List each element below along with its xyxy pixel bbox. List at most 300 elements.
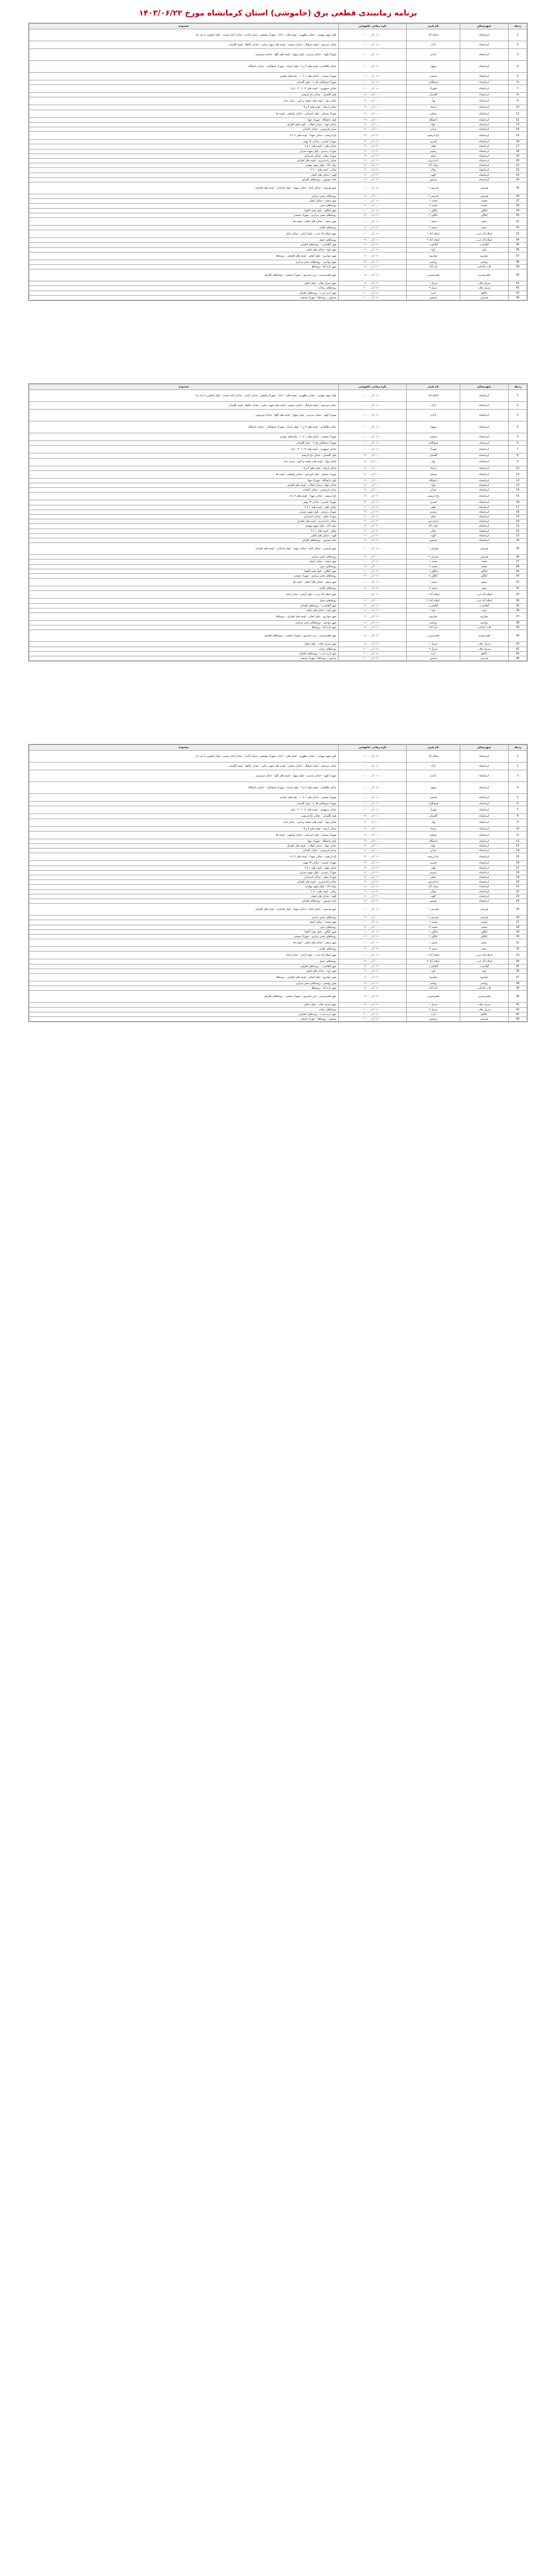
row-feeder: هرسین ۲ <box>407 916 460 920</box>
row-time: ۱۰:۰۰ الی ۱۲:۰۰ <box>338 916 407 920</box>
row-feeder: فرهنگیان <box>407 802 460 806</box>
row-area: نوکان - کوچه های ۱ تا ۶ <box>29 529 339 533</box>
row-area: روستاهای ریجاب <box>29 647 339 651</box>
schedule-table <box>29 744 527 1022</box>
row-area: شهر جوانرود - بلوار اصلی - کوچه های اطراف - روستاها <box>29 613 339 620</box>
table-row <box>29 849 527 853</box>
row-feeder: سنقر ۱ <box>407 218 460 226</box>
row-time: ۱۰:۰۰ الی ۱۲:۰۰ <box>338 844 407 849</box>
row-city: پاوه <box>460 608 508 613</box>
row-city: کرمانشاه <box>460 173 508 177</box>
row-index: 26 <box>509 555 527 560</box>
table-row <box>29 974 527 981</box>
row-time: ۰۸:۰۰ الی ۱۰:۰۰ <box>338 73 407 80</box>
row-city: دالاهو <box>460 651 508 656</box>
row-index: 13 <box>509 844 527 849</box>
row-area: بلوار شهید بهشتی - خیابان مطهری - کوچه های ۱ تا ۱۵ - شهرک ولیعصر - میدان آزادی - خیابان امام خمینی - بلوار کشاورز تا سه راه <box>29 751 339 762</box>
row-area: خیابان جمهوری - کوچه های ۱۲ تا ۲۰ - بازار <box>29 85 339 93</box>
row-feeder: صحنه ۲ <box>407 204 460 208</box>
row-index: 18 <box>509 510 527 514</box>
table-row <box>29 127 527 132</box>
row-feeder: تازه آباد <box>407 265 460 269</box>
row-city: کرمانشاه <box>460 899 508 904</box>
table-row <box>29 117 527 122</box>
row-area: خیابان ژاندارمری - کوچه های اطراف <box>29 159 339 163</box>
row-area: جاده بیستون - روستاهای اطراف <box>29 177 339 182</box>
row-feeder: روانسر <box>407 260 460 264</box>
row-feeder: بهار <box>407 458 460 466</box>
row-feeder: قصرشیرین <box>407 991 460 1003</box>
table-row <box>29 199 527 204</box>
row-feeder: اسلام آباد ۱ <box>407 591 460 599</box>
table-row <box>29 819 527 826</box>
row-index: 41 <box>509 642 527 647</box>
row-city: قصرشیرین <box>460 269 508 281</box>
row-index: 29 <box>509 929 527 934</box>
row-feeder: دانشگاه <box>407 478 460 483</box>
row-feeder: معلم <box>407 875 460 880</box>
row-city: کرمانشاه <box>460 441 508 446</box>
row-area: شهر سنقر - خیابان های اصلی - کوچه ها <box>29 939 339 947</box>
row-feeder: دولت آباد <box>407 885 460 889</box>
row-index: 6 <box>509 441 527 446</box>
row-index: 5 <box>509 794 527 802</box>
table-row <box>29 493 527 500</box>
row-time: ۱۸:۰۰ الی ۲۰:۰۰ <box>338 295 407 300</box>
table-row <box>29 218 527 226</box>
row-area: میدان فردوسی - خیابان کاشانی <box>29 127 339 132</box>
row-index: 42 <box>509 1007 527 1012</box>
row-area: شهرک مسکن - بلوار امیرکبیر - خیابان ولیعصر - کوچه ها <box>29 110 339 117</box>
row-area: خیابان طالقانی - کوچه های ۴ و ۶ - بلوار ارشاد - شهرک فرهنگیان - خیابان دانشگاه <box>29 782 339 794</box>
row-city: کنگاور <box>460 935 508 939</box>
row-city: صحنه <box>460 199 508 204</box>
row-area: بلوار گلستان - خیابان باغ ابریشم <box>29 814 339 819</box>
row-city: سنقر <box>460 218 508 226</box>
row-city: سنقر <box>460 586 508 591</box>
row-index: 32 <box>509 947 527 952</box>
table-row <box>29 269 527 281</box>
row-index: 3 <box>509 410 527 421</box>
table-row <box>29 880 527 885</box>
table-row <box>29 861 527 866</box>
table-row <box>29 853 527 861</box>
row-city: سرپل ذهاب <box>460 286 508 291</box>
row-area: شهر کرند غرب - روستاهای اطراف <box>29 291 339 295</box>
row-time: ۱۰:۰۰ الی ۱۲:۰۰ <box>338 488 407 493</box>
row-area: شهرک معلم - خیابان پاسداران <box>29 154 339 158</box>
row-city: کنگاور <box>460 569 508 573</box>
row-index: 34 <box>509 959 527 964</box>
row-city: کرمانشاه <box>460 127 508 132</box>
table-row <box>29 252 527 260</box>
row-city: کرمانشاه <box>460 762 508 770</box>
row-area: نوکان - کوچه های ۱ تا ۶ <box>29 168 339 173</box>
table-row <box>29 226 527 230</box>
table-row <box>29 204 527 208</box>
row-area: شهر اسلام آباد غرب - بلوار آزادی - خیابان امام <box>29 591 339 599</box>
table-row <box>29 599 527 603</box>
row-feeder: پارک <box>407 41 460 49</box>
schedule-table <box>29 384 527 661</box>
row-time: ۱۲:۰۰ الی ۱۴:۰۰ <box>338 964 407 969</box>
row-time: ۱۲:۰۰ الی ۱۴:۰۰ <box>338 159 407 163</box>
table-row <box>29 29 527 41</box>
row-time: ۱۲:۰۰ الی ۱۴:۰۰ <box>338 132 407 140</box>
table-row <box>29 981 527 986</box>
row-index: 2 <box>509 402 527 410</box>
row-area: شهرک معلم - خیابان پاسداران <box>29 514 339 519</box>
table-row <box>29 875 527 880</box>
table-row <box>29 458 527 466</box>
table-row <box>29 560 527 564</box>
row-index: 10 <box>509 466 527 470</box>
row-city: سرپل ذهاب <box>460 1007 508 1012</box>
row-area: شهر سرپل ذهاب - بلوار اصلی <box>29 1003 339 1007</box>
header-area: محدوده <box>29 384 339 390</box>
row-index: 27 <box>509 560 527 564</box>
row-index: 18 <box>509 149 527 154</box>
row-city: هرسین <box>460 904 508 916</box>
row-time: ۰۸:۰۰ الی ۱۰:۰۰ <box>338 390 407 402</box>
table-row <box>29 564 527 569</box>
row-feeder: باغ ابریشم <box>407 132 460 140</box>
row-city: کرمانشاه <box>460 875 508 880</box>
row-feeder: هرسین ۱ <box>407 904 460 916</box>
row-index: 13 <box>509 122 527 127</box>
row-area: خیابان جهاد - میدان انقلاب - کوچه های اطراف <box>29 122 339 127</box>
row-city: ثلاث باباجانی <box>460 625 508 630</box>
row-area: خیابان طالقانی - کوچه های ۴ و ۶ - بلوار ارشاد - شهرک فرهنگیان - خیابان دانشگاه <box>29 61 339 73</box>
row-index: 42 <box>509 286 527 291</box>
row-time: ۱۶:۰۰ الی ۱۸:۰۰ <box>338 269 407 281</box>
table-row <box>29 952 527 959</box>
row-city: کنگاور <box>460 573 508 578</box>
row-time: ۱۶:۰۰ الی ۱۸:۰۰ <box>338 625 407 630</box>
row-feeder: معلم <box>407 154 460 158</box>
row-area: شهر کرند غرب - روستاهای اطراف <box>29 1012 339 1016</box>
header-area: محدوده <box>29 24 339 29</box>
table-row <box>29 782 527 794</box>
table-row <box>29 524 527 529</box>
row-index: 31 <box>509 579 527 586</box>
row-city: گیلانغرب <box>460 603 508 608</box>
table-row <box>29 762 527 770</box>
row-index: 27 <box>509 920 527 925</box>
row-city: کرمانشاه <box>460 866 508 870</box>
row-feeder: فرهنگیان <box>407 441 460 446</box>
row-time: ۱۲:۰۰ الی ۱۴:۰۰ <box>338 861 407 866</box>
row-feeder: صحنه ۲ <box>407 925 460 929</box>
row-index: 43 <box>509 651 527 656</box>
row-index: 24 <box>509 899 527 904</box>
row-feeder: نوبهار <box>407 421 460 433</box>
row-area: خیابان بهار - کوچه های بنفشه و یاس - میدان مادر <box>29 458 339 466</box>
row-index: 21 <box>509 885 527 889</box>
row-feeder: کسری <box>407 500 460 505</box>
row-area: شهر قصرشیرین - مرز خسروی - شهرک صنعتی - روستاهای اطراف <box>29 630 339 642</box>
table-row <box>29 839 527 843</box>
row-time: ۱۴:۰۰ الی ۱۶:۰۰ <box>338 613 407 620</box>
row-feeder: ظفر <box>407 866 460 870</box>
row-index: 28 <box>509 564 527 569</box>
row-time: ۱۸:۰۰ الی ۲۰:۰۰ <box>338 1017 407 1022</box>
table-row <box>29 519 527 524</box>
row-feeder: مسکن <box>407 110 460 117</box>
row-area: شهر صحنه - خیابان اصلی <box>29 199 339 204</box>
header-city: شهرستان <box>460 384 508 390</box>
table-row <box>29 247 527 252</box>
row-city: قصرشیرین <box>460 630 508 642</box>
row-city: کرمانشاه <box>460 853 508 861</box>
row-time: ۱۸:۰۰ الی ۲۰:۰۰ <box>338 1007 407 1012</box>
row-index: 29 <box>509 208 527 213</box>
row-area: الهیه - خیابان های اصلی <box>29 533 339 538</box>
row-area: شهرک صنعتی - خیابان های ۱ تا ۱۰ - واحدهای تولیدی <box>29 794 339 802</box>
row-feeder: مسکن <box>407 831 460 839</box>
row-area: روستاهای ریجاب <box>29 286 339 291</box>
table-row <box>29 49 527 61</box>
row-time: ۱۲:۰۰ الی ۱۴:۰۰ <box>338 880 407 885</box>
header-feeder: نام فیدر <box>407 384 460 390</box>
row-time: ۱۰:۰۰ الی ۱۲:۰۰ <box>338 831 407 839</box>
row-index: 30 <box>509 935 527 939</box>
table-row <box>29 144 527 149</box>
row-city: روانسر <box>460 260 508 264</box>
row-index: 38 <box>509 260 527 264</box>
table-row <box>29 466 527 470</box>
row-index: 16 <box>509 140 527 144</box>
row-city: کرمانشاه <box>460 880 508 885</box>
row-city: کرمانشاه <box>460 140 508 144</box>
row-area: شهرک رشیدی - بلوار شهید چمران <box>29 510 339 514</box>
row-feeder: کنگاور ۲ <box>407 935 460 939</box>
schedule-table-page-3 <box>28 744 528 1022</box>
row-area: شهر صحنه - خیابان اصلی <box>29 560 339 564</box>
row-index: 35 <box>509 964 527 969</box>
row-feeder: گیلانغرب <box>407 964 460 969</box>
row-area: خیابان شریعتی - کوچه فرهنگ - خیابان سعدی - کوچه های شهید رجایی - خیابان حافظ - کوچه گلستان <box>29 402 339 410</box>
table-body <box>29 29 527 300</box>
row-city: اسلام آباد غرب <box>460 952 508 959</box>
row-feeder: الهیه <box>407 894 460 899</box>
header-feeder: نام فیدر <box>407 24 460 29</box>
row-area: بلوار دانشگاه - شهرک جهاد <box>29 117 339 122</box>
table-row <box>29 569 527 573</box>
row-feeder: کنگاور ۲ <box>407 573 460 578</box>
row-time: ۰۸:۰۰ الی ۱۰:۰۰ <box>338 920 407 925</box>
row-time: ۱۲:۰۰ الی ۱۴:۰۰ <box>338 853 407 861</box>
row-feeder: قصرشیرین <box>407 630 460 642</box>
row-index: 8 <box>509 814 527 819</box>
row-index: 41 <box>509 281 527 286</box>
table-row <box>29 260 527 264</box>
row-time: ۱۸:۰۰ الی ۲۰:۰۰ <box>338 286 407 291</box>
row-time: ۱۰:۰۰ الی ۱۲:۰۰ <box>338 238 407 243</box>
row-city: اسلام آباد غرب <box>460 230 508 238</box>
row-feeder: جهاد <box>407 483 460 487</box>
row-area: شهر روانسر - روستاهای بخش مرکزی <box>29 260 339 264</box>
row-feeder: کسری <box>407 140 460 144</box>
row-city: کرمانشاه <box>460 782 508 794</box>
table-row <box>29 608 527 613</box>
row-feeder: الهیه <box>407 533 460 538</box>
row-time: ۰۸:۰۰ الی ۱۰:۰۰ <box>338 61 407 73</box>
row-time: ۱۶:۰۰ الی ۱۸:۰۰ <box>338 986 407 991</box>
row-city: اسلام آباد غرب <box>460 591 508 599</box>
row-index: 12 <box>509 117 527 122</box>
row-area: شهر جوانرود - بلوار اصلی - کوچه های اطراف - روستاها <box>29 974 339 981</box>
row-time: ۰۸:۰۰ الی ۱۰:۰۰ <box>338 751 407 762</box>
row-area: بلوار گلستان - خیابان باغ ابریشم <box>29 453 339 458</box>
row-time: ۰۸:۰۰ الی ۱۰:۰۰ <box>338 402 407 410</box>
row-time: ۱۶:۰۰ الی ۱۸:۰۰ <box>338 642 407 647</box>
row-index: 17 <box>509 866 527 870</box>
row-area: شهر روانسر - روستاهای بخش مرکزی <box>29 620 339 625</box>
row-index: 31 <box>509 939 527 947</box>
row-area: خیابان شریعتی - کوچه فرهنگ - خیابان سعدی - کوچه های شهید رجایی - خیابان حافظ - کوچه گلستان <box>29 41 339 49</box>
row-time: ۱۴:۰۰ الی ۱۶:۰۰ <box>338 947 407 952</box>
header-area: محدوده <box>29 745 339 751</box>
row-area: روستاهای بخش مرکزی <box>29 194 339 199</box>
row-time: ۱۲:۰۰ الی ۱۴:۰۰ <box>338 866 407 870</box>
row-feeder: گیلانغرب <box>407 243 460 247</box>
row-city: کرمانشاه <box>460 105 508 110</box>
table-row <box>29 483 527 487</box>
row-index: 16 <box>509 861 527 866</box>
row-time: ۱۰:۰۰ الی ۱۲:۰۰ <box>338 466 407 470</box>
table-row <box>29 929 527 934</box>
row-index: 40 <box>509 630 527 642</box>
row-city: کرمانشاه <box>460 493 508 500</box>
row-index: 33 <box>509 952 527 959</box>
row-area: شهرک مسکن - بلوار امیرکبیر - خیابان ولیعصر - کوچه ها <box>29 470 339 478</box>
row-city: پاوه <box>460 969 508 973</box>
row-index: 43 <box>509 1012 527 1016</box>
row-area: میدان فردوسی - خیابان کاشانی <box>29 488 339 493</box>
row-city: قصرشیرین <box>460 991 508 1003</box>
table-row <box>29 586 527 591</box>
row-index: 25 <box>509 182 527 194</box>
row-feeder: نوبهار <box>407 61 460 73</box>
row-time: ۰۸:۰۰ الی ۱۰:۰۰ <box>338 199 407 204</box>
row-time: ۱۰:۰۰ الی ۱۲:۰۰ <box>338 483 407 487</box>
row-time: ۱۲:۰۰ الی ۱۴:۰۰ <box>338 935 407 939</box>
row-feeder: کرند <box>407 651 460 656</box>
table-row <box>29 510 527 514</box>
row-area: خیابان جمهوری - کوچه های ۱۲ تا ۲۰ - بازار <box>29 806 339 814</box>
row-area: روستاهای کلیایی <box>29 226 339 230</box>
table-row <box>29 651 527 656</box>
row-city: کرمانشاه <box>460 177 508 182</box>
row-index: 4 <box>509 61 527 73</box>
row-time: ۱۴:۰۰ الی ۱۶:۰۰ <box>338 608 407 613</box>
header-time: بازه زمانی خاموشی <box>338 24 407 29</box>
row-index: 18 <box>509 870 527 875</box>
row-area: شهر اسلام آباد غرب - بلوار آزادی - خیابان امام <box>29 230 339 238</box>
row-city: اسلام آباد غرب <box>460 238 508 243</box>
row-feeder: کسری <box>407 861 460 866</box>
row-time: ۰۸:۰۰ الی ۱۰:۰۰ <box>338 49 407 61</box>
row-area: دولت آباد - بلوار شهید بهشتی <box>29 524 339 529</box>
table-row <box>29 647 527 651</box>
row-area: الهیه - خیابان های اصلی <box>29 173 339 177</box>
row-area: شهر کنگاور - بلوار معبد آناهیتا <box>29 569 339 573</box>
header-time: بازه زمانی خاموشی <box>338 745 407 751</box>
row-feeder: جوانرود <box>407 974 460 981</box>
row-city: هرسین <box>460 1017 508 1022</box>
row-index: 25 <box>509 543 527 555</box>
row-city: کرمانشاه <box>460 132 508 140</box>
table-row <box>29 230 527 238</box>
row-area: شهرک فرهنگیان فاز ۲ - بلوار گلستان <box>29 802 339 806</box>
row-index: 15 <box>509 853 527 861</box>
row-index: 21 <box>509 163 527 168</box>
row-feeder: باغ ابریشم <box>407 493 460 500</box>
row-time: ۰۸:۰۰ الی ۱۰:۰۰ <box>338 182 407 194</box>
row-time: ۰۸:۰۰ الی ۱۰:۰۰ <box>338 770 407 782</box>
row-city: کرمانشاه <box>460 770 508 782</box>
row-area: شهر گیلانغرب - روستاهای اطراف <box>29 964 339 969</box>
row-area: شهر جوانرود - بلوار اصلی - کوچه های اطراف - روستاها <box>29 252 339 260</box>
row-city: کرمانشاه <box>460 421 508 433</box>
header-index: ردیف <box>509 24 527 29</box>
row-city: کرمانشاه <box>460 402 508 410</box>
row-city: کرمانشاه <box>460 159 508 163</box>
row-index: 19 <box>509 154 527 158</box>
row-feeder: سنقر ۲ <box>407 947 460 952</box>
row-feeder: بهار <box>407 819 460 826</box>
row-feeder: معلم <box>407 514 460 519</box>
row-index: 6 <box>509 80 527 85</box>
row-feeder: فرهنگیان <box>407 80 460 85</box>
row-index: 11 <box>509 470 527 478</box>
row-area: بیستون - روستاها - شهرک صنعتی <box>29 295 339 300</box>
row-city: کرمانشاه <box>460 466 508 470</box>
row-city: پاوه <box>460 247 508 252</box>
row-time: ۱۲:۰۰ الی ۱۴:۰۰ <box>338 144 407 149</box>
row-city: کرمانشاه <box>460 794 508 802</box>
row-city: کرمانشاه <box>460 814 508 819</box>
row-feeder: ظفر <box>407 505 460 510</box>
row-index: 8 <box>509 93 527 97</box>
table-row <box>29 939 527 947</box>
table-row <box>29 986 527 991</box>
row-area: جاده بیستون - روستاهای اطراف <box>29 899 339 904</box>
row-city: صحنه <box>460 925 508 929</box>
row-area: روستاهای کلیایی <box>29 947 339 952</box>
row-index: 28 <box>509 925 527 929</box>
row-index: 15 <box>509 493 527 500</box>
table-row <box>29 802 527 806</box>
row-area: شهر سنقر - خیابان های اصلی - کوچه ها <box>29 218 339 226</box>
row-index: 9 <box>509 97 527 105</box>
row-city: کرمانشاه <box>460 505 508 510</box>
row-city: کرمانشاه <box>460 85 508 93</box>
row-area: شهرک فرهنگیان فاز ۲ - بلوار گلستان <box>29 441 339 446</box>
row-feeder: ظفر <box>407 144 460 149</box>
row-time: ۱۰:۰۰ الی ۱۲:۰۰ <box>338 122 407 127</box>
row-time: ۰۸:۰۰ الی ۱۰:۰۰ <box>338 560 407 564</box>
row-city: کرمانشاه <box>460 844 508 849</box>
row-time: ۱۴:۰۰ الی ۱۶:۰۰ <box>338 899 407 904</box>
row-city: کرمانشاه <box>460 446 508 453</box>
row-feeder: سرپل ۱ <box>407 281 460 286</box>
table-row <box>29 243 527 247</box>
table-row <box>29 935 527 939</box>
row-city: کرمانشاه <box>460 80 508 85</box>
table-row <box>29 441 527 446</box>
